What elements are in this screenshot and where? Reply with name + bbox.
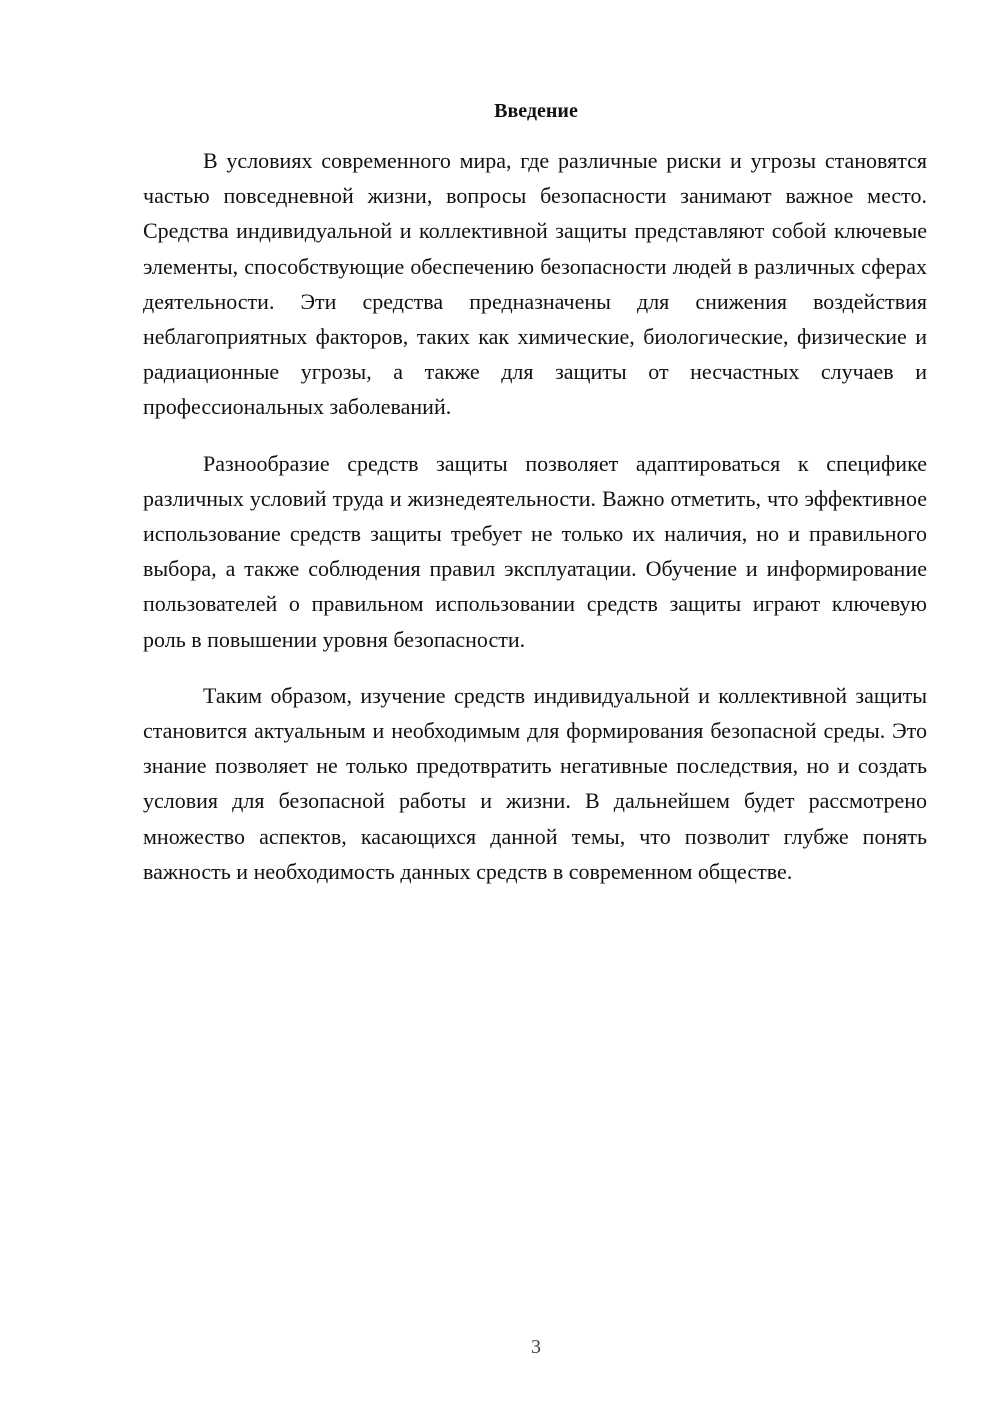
paragraph-3: Таким образом, изучение средств индивидуальной и коллективной защиты становится актуальным и необходимым для формирования безопасной среды. Это знание позволяет не только предотвратить негативные последствия, но и создать условия для безопасной работы и жизни. В дальнейшем будет рассмотрено множество аспектов, касающихся данной темы, что позволит глубже понять важность и необходимость данных средств в современном обществе. [143,682,927,884]
paragraph-1: В условиях современного мира, где различные риски и угрозы становятся частью повседневной жизни, вопросы безопасности занимают важное место. Средства индивидуальной и коллективной защиты представляют собой ключевые элементы, способствующие обеспечению безопасности людей в различных сферах деятельности. Эти средства предназначены для снижения воздействия неблагоприятных факторов, таких как химические, биологические, физические и радиационные угрозы, а также для защиты от несчастных случаев и профессиональных заболеваний. [143,148,927,420]
body-text [143,143,927,910]
page-number: 3 [531,1336,541,1358]
section-title: Введение [494,100,578,122]
paragraph-2: Разнообразие средств защиты позволяет адаптироваться к специфике различных условий труда и жизнедеятельности. Важно отметить, что эффективное использование средств защиты требует не только их наличия, но и правильного выбора, а также соблюдения правил эксплуатации. Обучение и информирование пользователей о правильном использовании средств защиты играют ключевую роль в повышении уровня безопасности. [143,450,927,652]
